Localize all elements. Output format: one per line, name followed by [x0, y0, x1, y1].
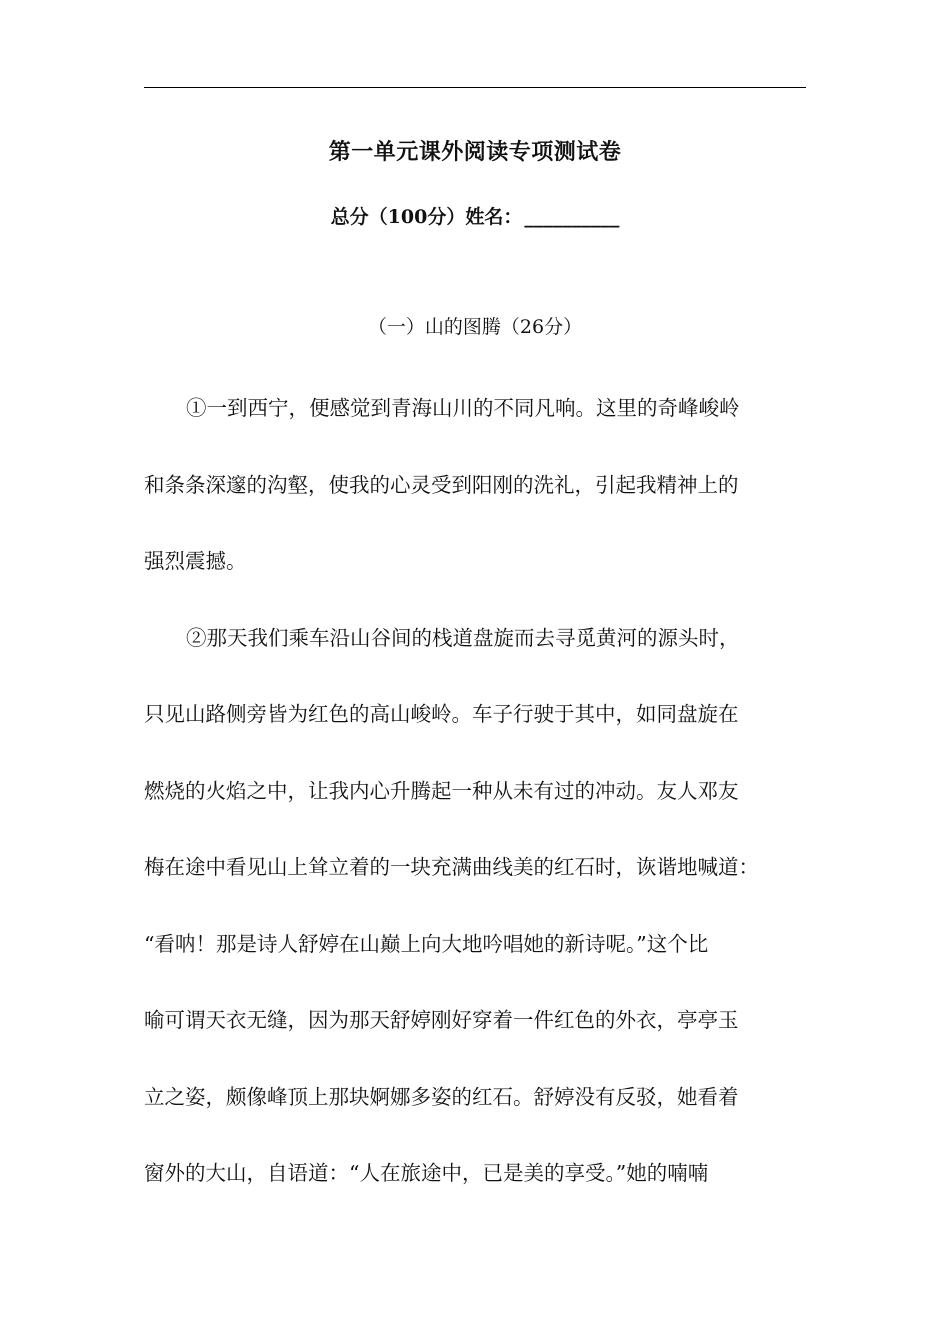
name-blank: __________ [524, 206, 620, 228]
passage-line: 立之姿，颇像峰顶上那块婀娜多姿的红石。舒婷没有反驳，她看着 [144, 1084, 739, 1109]
passage-line: “看呐！那是诗人舒婷在山巅上向大地吟唱她的新诗呢。”这个比 [144, 931, 709, 956]
passage-line: 和条条深邃的沟壑，使我的心灵受到阳刚的洗礼，引起我精神上的 [144, 472, 739, 497]
passage-line: 燃烧的火焰之中，让我内心升腾起一种从未有过的冲动。友人邓友 [144, 778, 739, 803]
passage-line: 窗外的大山，自语道：“人在旅途中，已是美的享受。”她的喃喃 [144, 1161, 709, 1185]
page-title: 第一单元课外阅读专项测试卷 [328, 139, 622, 165]
top-divider [144, 87, 806, 88]
reading-passage [144, 370, 806, 1212]
passage-line: ②那天我们乘车沿山谷间的栈道盘旋而去寻觅黄河的源头时， [186, 625, 740, 650]
section-heading: （一）山的图腾（26分） [367, 316, 583, 338]
passage-line: 只见山路侧旁皆为红色的高山峻岭。车子行驶于其中，如同盘旋在 [144, 702, 739, 726]
passage-line: ①一到西宁，便感觉到青海山川的不同凡响。这里的奇峰峻岭 [186, 396, 740, 420]
score-name-line [0, 202, 950, 232]
passage-line: 梅在途中看见山上耸立着的一块充满曲线美的红石时，诙谐地喊道： [144, 855, 759, 879]
passage-line: 喻可谓天衣无缝，因为那天舒婷刚好穿着一件红色的外衣，亭亭玉 [144, 1008, 739, 1032]
score-label: 总分（100分）姓名： [330, 206, 523, 228]
passage-line: 强烈震撼。 [144, 549, 247, 573]
